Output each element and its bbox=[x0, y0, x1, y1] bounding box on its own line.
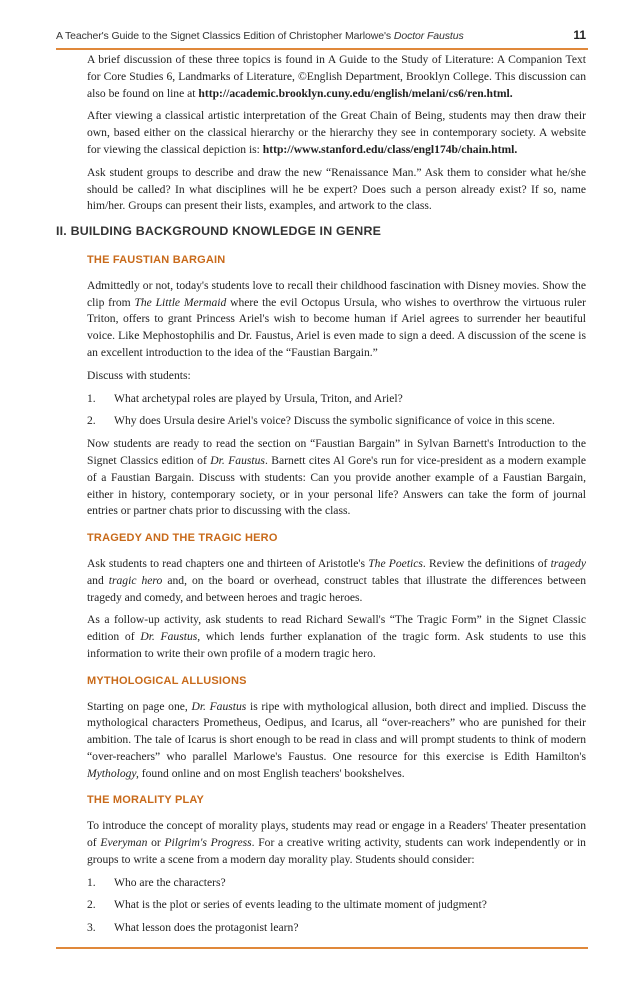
intro-paragraph-3: Ask student groups to describe and draw the new “Renaissance Man.” Ask them to consider what he/she should be called? In what disciplines will he be expert? Does such a person already exist? If so, name him/her. Groups can present their lists, examples, and artwork to the class. bbox=[87, 165, 586, 213]
intro-paragraph-1 bbox=[87, 52, 586, 102]
morality-p1-b: or bbox=[147, 836, 165, 850]
tragedy-p1-italic-2: tragedy bbox=[550, 556, 586, 570]
faustian-paragraph-1 bbox=[87, 278, 586, 362]
myth-paragraph-1 bbox=[87, 699, 586, 783]
running-title-italic: Doctor Faustus bbox=[393, 30, 464, 42]
faustian-paragraph-2: Discuss with students: bbox=[87, 368, 191, 382]
intro-p2-text: After viewing a classical artistic interpretation of the Great Chain of Being, students may then draw their own, based either on the classical hierarchy or the hierarchy they see in contemporary society. A website for viewing the classical depiction is: bbox=[87, 109, 586, 156]
list-number: 3. bbox=[87, 921, 96, 935]
myth-p1-italic: Dr. Faustus bbox=[191, 699, 247, 713]
url-link-cuny[interactable]: http://academic.brooklyn.cuny.edu/english/melani/cs6/ren.html. bbox=[198, 86, 513, 100]
tragedy-paragraph-1 bbox=[87, 556, 586, 606]
tragedy-p1-italic-3: tragic hero bbox=[108, 573, 163, 587]
myth-p1-a: Starting on page one, bbox=[87, 699, 192, 713]
running-title-prefix: A Teacher's Guide to the Signet Classics Edition of Christopher Marlowe's bbox=[56, 30, 394, 42]
list-item bbox=[87, 875, 586, 892]
header-rule bbox=[56, 48, 588, 50]
tragedy-p1-italic-1: The Poetics bbox=[368, 556, 423, 570]
list-item bbox=[87, 920, 586, 937]
myth-p1-italic-2: Mythology, bbox=[87, 766, 139, 780]
url-link-stanford[interactable]: http://www.stanford.edu/class/engl174b/chain.html. bbox=[262, 142, 518, 156]
tragedy-p1-d: and, on the board or overhead, construct tables that illustrate the differences between tragedy and comedy, and between heroes and tragic heroes. bbox=[87, 573, 586, 604]
list-text: Why does Ursula desire Ariel's voice? Discuss the symbolic significance of voice in this scene. bbox=[114, 414, 555, 428]
list-number: 2. bbox=[87, 414, 96, 428]
section-heading: II. BUILDING BACKGROUND KNOWLEDGE IN GENRE bbox=[56, 224, 382, 239]
footer-rule bbox=[56, 947, 588, 949]
tragedy-p1-a: Ask students to read chapters one and thirteen of Aristotle's bbox=[87, 556, 369, 570]
list-number: 1. bbox=[87, 391, 96, 405]
morality-paragraph-1 bbox=[87, 818, 586, 868]
page-number: 11 bbox=[573, 28, 586, 42]
list-number: 2. bbox=[87, 898, 96, 912]
list-text: What is the plot or series of events leading to the ultimate moment of judgment? bbox=[114, 898, 487, 912]
subheading-faustian-bargain: THE FAUSTIAN BARGAIN bbox=[87, 253, 226, 266]
page-header bbox=[56, 22, 586, 48]
subheading-morality-play: THE MORALITY PLAY bbox=[87, 794, 205, 807]
morality-p1-c: . For a creative writing activity, students can work independently or in groups to write a scene from a modern day morality play. Students should consider: bbox=[87, 836, 586, 866]
list-text: What archetypal roles are played by Ursula, Triton, and Ariel? bbox=[114, 391, 403, 405]
tragedy-p2-a: As a follow-up activity, ask students to read Richard Sewall's “The Tragic Form” in the Signet Classic edition of bbox=[87, 613, 586, 644]
subheading-mythological: MYTHOLOGICAL ALLUSIONS bbox=[87, 674, 247, 687]
intro-p1-text: A brief discussion of these three topics is found in A Guide to the Study of Literature: A Companion Text for Core Studies 6, Landmarks of Literature, ©English Department, Brooklyn College. This discussion can also be found on line at bbox=[87, 53, 586, 100]
tragedy-p1-c: and bbox=[87, 573, 109, 587]
faustian-p1-b: where the evil Octopus Ursula, who wishes to overthrow the virtuous ruler Triton, offers to grant Princess Ariel's wish to become human if Ariel agrees to surrender her beautiful voice. Like Mephostophilis and Dr. Faustus, Ariel is even made to sign a deed. A discussion of the scene is an excellent introduction to the idea of the “Faustian Bargain.” bbox=[87, 295, 586, 359]
faustian-paragraph-3 bbox=[87, 436, 586, 520]
morality-p1-a: To introduce the concept of morality plays, students may read or engage in a Readers' Theater presentation of bbox=[87, 819, 586, 850]
intro-paragraph-2 bbox=[87, 108, 586, 158]
list-item bbox=[87, 413, 586, 430]
list-number: 1. bbox=[87, 875, 96, 889]
morality-p1-italic-2: Pilgrim's Progress bbox=[164, 836, 252, 850]
subheading-tragedy: TRAGEDY AND THE TRAGIC HERO bbox=[87, 532, 278, 545]
tragedy-p2-b: , which lends further explanation of the tragic form. Ask students to use this information to write their own profile of a modern tragic hero. bbox=[87, 630, 586, 660]
tragedy-paragraph-2 bbox=[87, 612, 586, 662]
morality-p1-italic-1: Everyman bbox=[100, 836, 148, 850]
faustian-p3-b: . Barnett cites Al Gore's run for vice-president as a modern example of a Faustian Bargain. Discuss with students: Can you provide another example of a Faustian Bargain, either in history, contemporary society, or in your personal life? Answers can take the form of journal entries or partner chats prior to discussing with the class. bbox=[87, 453, 586, 518]
list-text: Who are the characters? bbox=[114, 875, 226, 889]
faustian-p1-a: Admittedly or not, today's students love to recall their childhood fascination with Disney movies. Show the clip from bbox=[87, 278, 586, 309]
tragedy-p1-b: . Review the definitions of bbox=[422, 556, 551, 570]
myth-p1-b: is ripe with mythological allusion, both direct and implied. Discuss the mythological characters Prometheus, Oedipus, and Icarus, all “over-reachers” who are punished for their ambition. The tale of Icarus is short enough to be read in class and will prompt students to think of modern “over-reachers” who parallel Marlowe's Faustus. One resource for this exercise is Edith Hamilton's bbox=[87, 699, 586, 763]
myth-p1-c: found online and on most English teachers' bookshelves. bbox=[138, 766, 405, 780]
faustian-p1-italic: The Little Mermaid bbox=[134, 295, 227, 309]
tragedy-p2-italic: Dr. Faustus bbox=[140, 630, 198, 644]
faustian-p3-italic: Dr. Faustus bbox=[210, 453, 265, 467]
list-item bbox=[87, 897, 586, 914]
running-title bbox=[56, 30, 464, 42]
list-item bbox=[87, 391, 586, 408]
page-body bbox=[56, 52, 586, 943]
faustian-p3-a: Now students are ready to read the section on “Faustian Bargain” in Sylvan Barnett's Introduction to the Signet Classics edition of bbox=[87, 437, 586, 467]
list-text: What lesson does the protagonist learn? bbox=[114, 921, 299, 935]
